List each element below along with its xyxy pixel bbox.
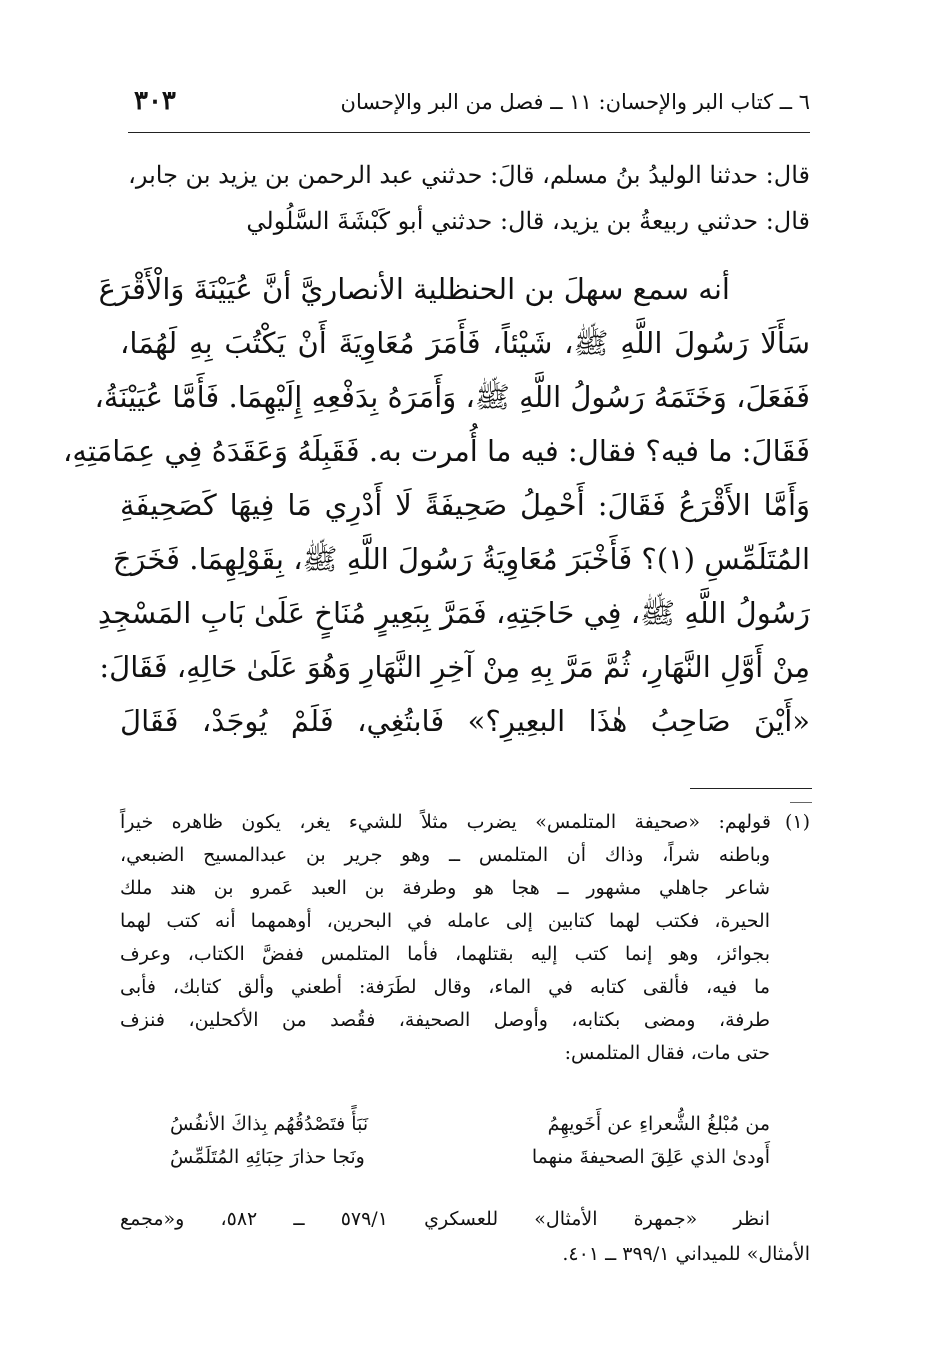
hadith-line: سَأَلَا رَسُولَ اللَّهِ ﷺ، شَيْئاً، فَأَمَرَ مُعَاوِيَةَ أَنْ يَكْتُبَ بِهِ لَهُمَا، — [120, 326, 810, 360]
page-header — [128, 86, 810, 133]
footnote-line: الحيرة، فكتب لهما كتابين إلى عامله في البحرين، أوهمهما أنه كتب لهما — [120, 910, 770, 932]
source-line: الأمثال» للميداني ٣٩٩/١ ــ ٤٠١. — [562, 1243, 810, 1265]
footnote-line-text: قولهم: «صحيفة المتلمس» يضرب مثلاً للشيء يغر، يكون ظاهره خيراً — [120, 811, 771, 833]
footnote-line: وباطنه شراً، وذاك أن المتلمس ــ وهو جرير بن عبدالمسيح الضبعي، — [120, 844, 770, 866]
hadith-line: رَسُولُ اللَّهِ ﷺ، فِي حَاجَتِهِ، فَمَرَّ بِبَعِيرٍ مُنَاخٍ عَلَىٰ بَابِ المَسْجِدِ — [97, 596, 810, 630]
verse-row — [170, 1108, 770, 1141]
hadith-line: وَأَمَّا الأَقْرَعُ فَقَالَ: أَحْمِلُ صَحِيفَةً لَا أَدْرِي مَا فِيهَا كَصَحِيفَةِ — [120, 488, 810, 522]
footnote — [120, 806, 810, 1070]
running-head: ٦ ــ كتاب البر والإحسان: ١١ ــ فصل من البر والإحسان — [340, 90, 810, 114]
verse-first-hemistich: أَودىٰ الذي عَلِقَ الصحيفةَ منهما — [531, 1146, 770, 1168]
footnote-line: بجوائز، وهو إنما كتب إليه بقتلهما، فأما المتلمس ففضَّ الكتاب، وعرف — [120, 943, 770, 965]
verse-second-hemistich: ونَجا حذارَ حِبَائِهِ المُتَلَمِّسُ — [170, 1146, 365, 1168]
hadith-line: فَفَعَلَ، وَخَتَمَهُ رَسُولُ اللَّهِ ﷺ، وَأَمَرَهُ بِدَفْعِهِ إِلَيْهِمَا. فَأَمَّا عُيَيْنَةُ، — [94, 380, 810, 414]
hadith-line: مِنْ أَوَّلِ النَّهَارِ، ثُمَّ مَرَّ بِهِ مِنْ آخِرِ النَّهَارِ وَهُوَ عَلَىٰ حَالِهِ، فَقَالَ: — [99, 650, 810, 684]
footnote-line: ما فيه، فألقى كتابه في الماء، وقال لطَرَفة: أطعني وألق كتابك، فأبى — [120, 976, 770, 998]
hadith-line: فَقَالَ: ما فيه؟ فقال: فيه ما أُمرت به. فَقَبِلَهُ وَعَقَدَهُ فِي عِمَامَتِهِ، — [63, 434, 810, 468]
source-line: انظر «جمهرة الأمثال» للعسكري ٥٧٩/١ ــ ٥٨٢، و«مجمع — [120, 1208, 770, 1230]
verse-second-hemistich: نَبَأً فتَصْدُقُهُم بِذاكَ الأنفُسُ — [170, 1113, 369, 1135]
hadith-line: المُتَلَمِّسِ (١)؟ فَأَخْبَرَ مُعَاوِيَةُ رَسُولَ اللَّهِ ﷺ، بِقَوْلِهِمَا. فَخَرَجَ — [112, 542, 810, 576]
isnad-block — [120, 152, 810, 244]
footnote-line — [120, 806, 810, 839]
isnad-line: قال: حدثني ربيعةُ بن يزيد، قال: حدثني أبو كَبْشَةَ السَّلُولي — [246, 207, 810, 235]
hadith-line: «أَيْنَ صَاحِبُ هٰذَا البعِيرِ؟» فَابتُغِي، فَلَمْ يُوجَدْ، فَقَالَ — [120, 704, 810, 738]
footnote-separator — [690, 788, 812, 789]
page-number: ٣٠٣ — [134, 86, 176, 116]
hadith-line: أنه سمع سهلَ بن الحنظلية الأنصاريَّ أنَّ عُيَيْنَةَ وَالْأَقْرَعَ — [98, 272, 730, 306]
footnote-line: شاعر جاهلي مشهور ــ هجا هو وطرفة بن العبد عَمرو بن هند ملك — [120, 877, 770, 899]
hadith-text — [63, 262, 810, 748]
footnote-marker: (١) — [784, 811, 810, 833]
poem-verses — [170, 1108, 770, 1174]
footnote-line: طرفة، ومضى بكتابه، وأوصل الصحيفة، فقُصد من الأكحلين، فنزف — [120, 1009, 770, 1031]
footnote-source — [120, 1202, 810, 1272]
footnote-separator-tick — [790, 802, 812, 803]
verse-first-hemistich: من مُبْلغُ الشُّعراءِ عن أَخَويهِمُ — [547, 1113, 770, 1135]
verse-row — [170, 1141, 770, 1174]
isnad-line: قال: حدثنا الوليدُ بنُ مسلم، قالَ: حدثني عبد الرحمن بن يزيد بن جابر، — [128, 161, 810, 189]
footnote-line: حتى مات، فقال المتلمس: — [564, 1042, 770, 1064]
